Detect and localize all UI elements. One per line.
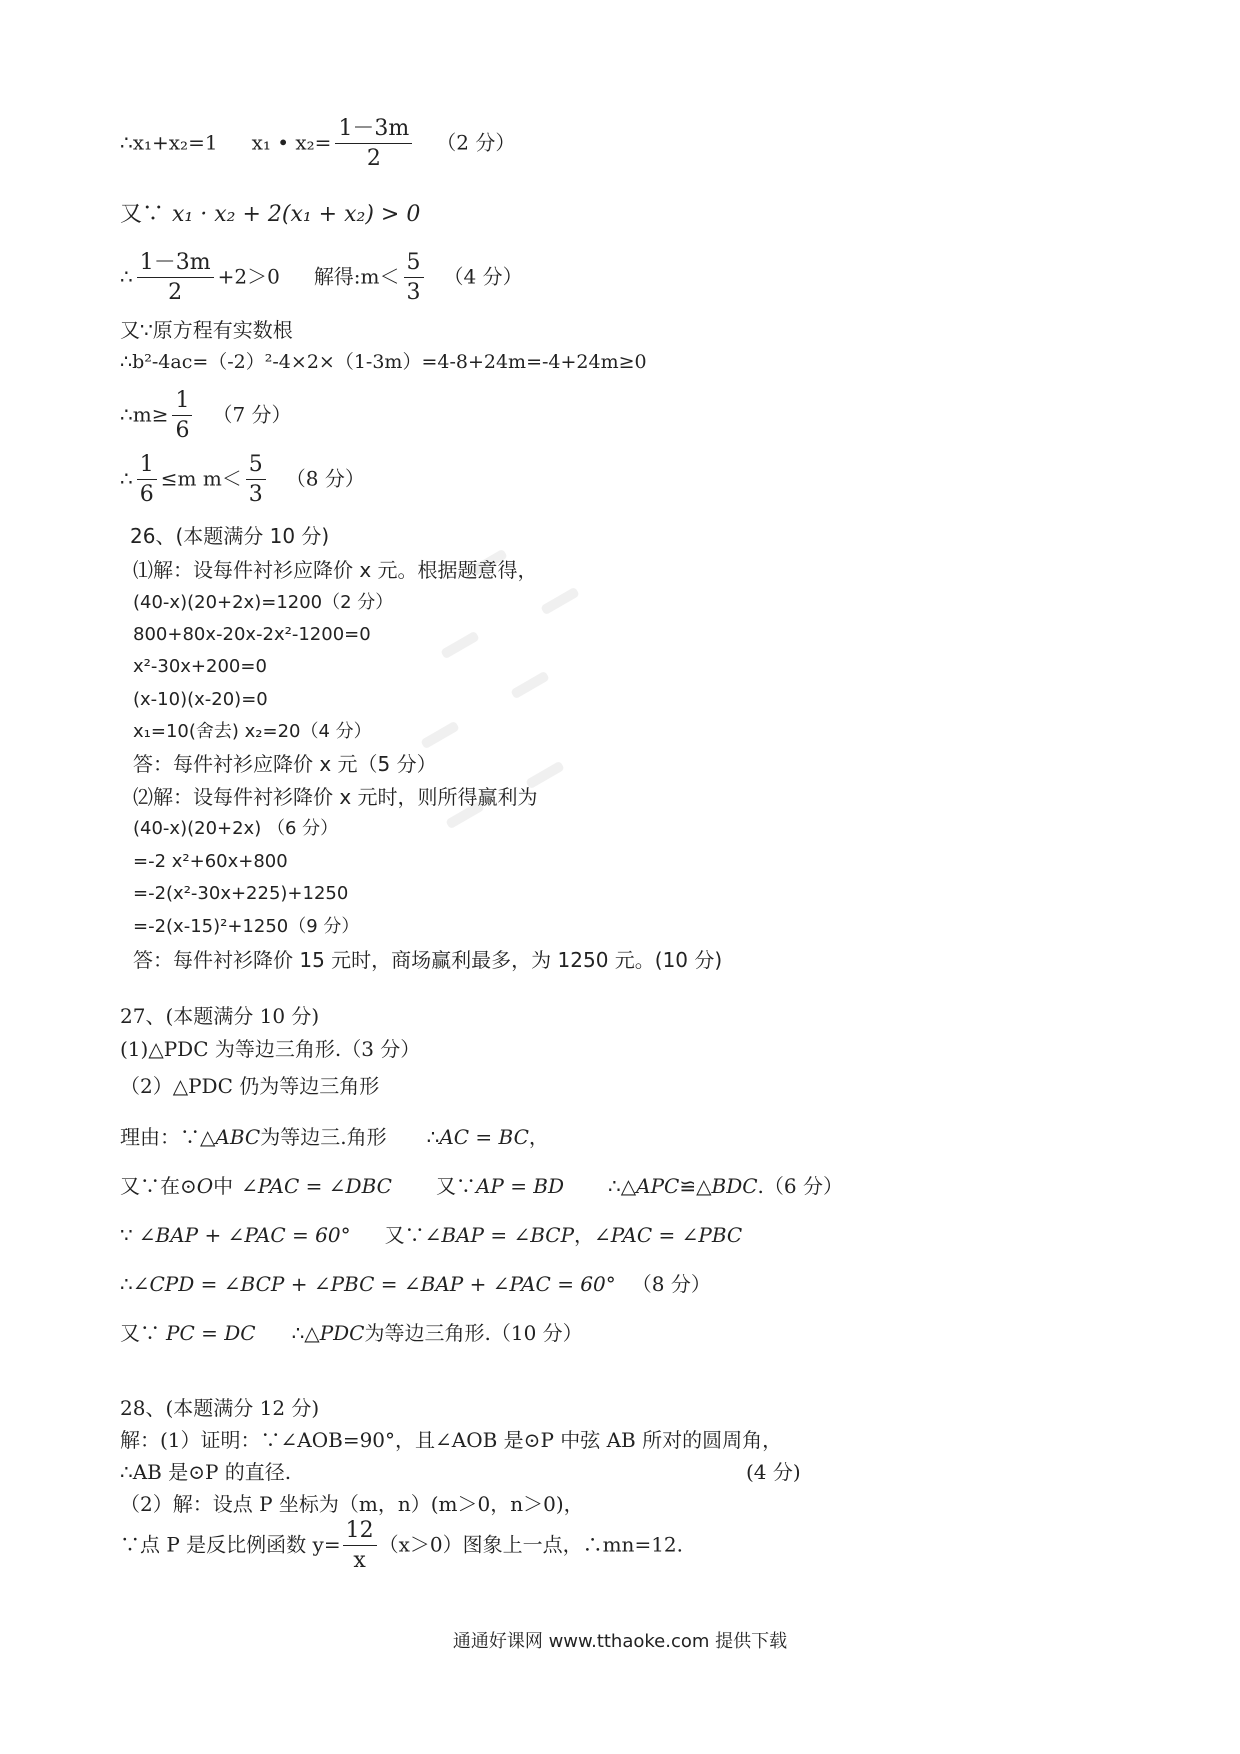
- math-expr: PC = DC: [166, 1321, 256, 1345]
- text-line: 又∵原方程有实数根: [120, 318, 293, 342]
- math-expr: ∠PAC = ∠DBC: [241, 1174, 392, 1198]
- text: ∴: [120, 264, 133, 289]
- watermark-mark: [440, 631, 480, 660]
- text: ，: [574, 1223, 595, 1247]
- text: ∴: [120, 1272, 133, 1296]
- math-expr: ∠BAP + ∠PAC = 60°: [138, 1223, 351, 1247]
- score: （7 分）: [212, 402, 292, 427]
- text: 为等边三.角形: [260, 1125, 387, 1149]
- text-line: （2）解：设点 P 坐标为（m，n）(m＞0，n＞0)，: [120, 1492, 584, 1516]
- denominator: 3: [248, 482, 263, 507]
- text-line: 答：每件衬衫应降价 x 元（5 分）: [133, 752, 437, 776]
- denominator: 6: [175, 418, 190, 443]
- text: 又∵在⊙: [120, 1174, 197, 1198]
- text: 又∵: [384, 1223, 425, 1247]
- score: （8 分）: [631, 1272, 711, 1296]
- text: 为等边三角形.（10 分）: [364, 1321, 583, 1345]
- text: 理由：∵△: [120, 1125, 216, 1149]
- text-line: (40-x)(20+2x)=1200（2 分）: [133, 592, 394, 613]
- denominator: 2: [366, 146, 381, 171]
- score: (4 分): [746, 1460, 801, 1484]
- math-expr: ABC: [215, 1125, 261, 1149]
- eq-congruence: [120, 1172, 843, 1200]
- fraction: [335, 118, 412, 170]
- text-line: (x-10)(x-20)=0: [133, 689, 268, 710]
- numerator: 1: [172, 390, 192, 416]
- numerator: 5: [246, 454, 266, 480]
- text: ∴: [426, 1125, 440, 1149]
- text: 解得:m＜: [313, 264, 400, 289]
- text-line: (1)△PDC 为等边三角形.（3 分）: [120, 1037, 421, 1061]
- text-line: 解：(1）证明：∵∠AOB=90°，且∠AOB 是⊙P 中弦 AB 所对的圆周角，: [120, 1428, 783, 1452]
- math-expr: BDC: [711, 1174, 758, 1198]
- text-line: x²-30x+200=0: [133, 656, 267, 677]
- score: .（6 分）: [757, 1174, 843, 1198]
- text-line: ⑵解：设每件衬衫降价 x 元时，则所得赢利为: [133, 785, 538, 809]
- text: ≤m m＜: [160, 466, 242, 491]
- text-line: x₁=10(舍去) x₂=20（4 分）: [133, 721, 372, 742]
- section-title: 26、(本题满分 10 分): [130, 524, 330, 548]
- eq-vieta: [120, 118, 515, 170]
- math-expr: O: [196, 1174, 214, 1198]
- score: （8 分）: [285, 466, 365, 491]
- text-line: =-2(x-15)²+1250（9 分）: [133, 916, 360, 937]
- eq-inequality: [120, 252, 523, 304]
- watermark-mark: [510, 671, 550, 700]
- eq-reason: [120, 1123, 549, 1151]
- text: ≌△: [679, 1174, 712, 1198]
- text: 又∵: [435, 1174, 476, 1198]
- text-line: （2）△PDC 仍为等边三角形: [120, 1074, 380, 1098]
- text: ∴△: [291, 1321, 320, 1345]
- text-line: ∴AB 是⊙P 的直径.: [120, 1460, 292, 1484]
- text: ∴△: [608, 1174, 637, 1198]
- fraction: [137, 252, 214, 304]
- numerator: 1－3m: [137, 252, 214, 278]
- fraction: [172, 390, 192, 442]
- text-line: (40-x)(20+2x) （6 分）: [133, 818, 339, 839]
- eq-conclusion: [120, 1319, 583, 1347]
- denominator: 3: [406, 280, 421, 305]
- footer-credit: 通通好课网 www.tthaoke.com 提供下载: [452, 1631, 788, 1652]
- text: ∴x₁+x₂=1: [120, 130, 218, 155]
- fraction: [246, 454, 266, 506]
- section-title: 28、(本题满分 12 分): [120, 1396, 320, 1420]
- text: +2＞0: [217, 264, 280, 289]
- text: ∴: [120, 466, 133, 491]
- math-expr: ∠BAP = ∠BCP: [424, 1223, 575, 1247]
- text-line: =-2 x²+60x+800: [133, 851, 288, 872]
- math-expr: ∠PAC = ∠PBC: [594, 1223, 743, 1247]
- score: （2 分）: [436, 130, 516, 155]
- denominator: 2: [168, 280, 183, 305]
- eq-cpd: [120, 1270, 711, 1298]
- text: ∴m≥: [120, 402, 169, 427]
- numerator: 1－3m: [335, 118, 412, 144]
- math-expr: AP = BD: [475, 1174, 565, 1198]
- math-expr: APC: [636, 1174, 680, 1198]
- watermark-mark: [540, 587, 580, 616]
- fraction: [404, 252, 424, 304]
- watermark-mark: [420, 721, 460, 750]
- text: 又∵: [120, 202, 165, 227]
- text-line: ⑴解：设每件衬衫应降价 x 元。根据题意得，: [133, 558, 538, 582]
- text: x₁ • x₂=: [251, 130, 332, 155]
- eq-condition: [120, 201, 420, 229]
- text: ，: [528, 1125, 549, 1149]
- fraction: [137, 454, 157, 506]
- eq-m-range-2: [120, 454, 365, 506]
- text: 中: [213, 1174, 234, 1198]
- section-title: 27、(本题满分 10 分): [120, 1004, 320, 1028]
- denominator: 6: [139, 482, 154, 507]
- text-line: 答：每件衬衫降价 15 元时，商场赢利最多，为 1250 元。(10 分): [133, 948, 723, 972]
- numerator: 5: [404, 252, 424, 278]
- fraction: [343, 1520, 377, 1572]
- math-expr: ∠CPD = ∠BCP + ∠PBC = ∠BAP + ∠PAC = 60°: [132, 1272, 616, 1296]
- numerator: 1: [137, 454, 157, 480]
- text: ∵点 P 是反比例函数 y=: [120, 1532, 341, 1557]
- math-expr: x₁ · x₂ + 2(x₁ + x₂) > 0: [172, 202, 421, 227]
- eq-angles: [120, 1221, 742, 1249]
- numerator: 12: [343, 1520, 377, 1546]
- eq-m-range-1: [120, 390, 292, 442]
- denominator: x: [353, 1548, 366, 1573]
- math-expr: AC = BC: [439, 1125, 529, 1149]
- score: （4 分）: [443, 264, 523, 289]
- text-line: 800+80x-20x-2x²-1200=0: [133, 624, 371, 645]
- text: （x＞0）图象上一点，∴mn=12.: [378, 1532, 684, 1557]
- eq-inverse-function: [120, 1520, 683, 1572]
- text-line: =-2(x²-30x+225)+1250: [133, 883, 349, 904]
- text: 又∵: [120, 1321, 160, 1345]
- text-line: ∴b²-4ac=（-2）²-4×2×（1-3m）=4-8+24m=-4+24m≥0: [120, 351, 647, 373]
- text: ∵: [120, 1223, 133, 1247]
- math-expr: PDC: [319, 1321, 365, 1345]
